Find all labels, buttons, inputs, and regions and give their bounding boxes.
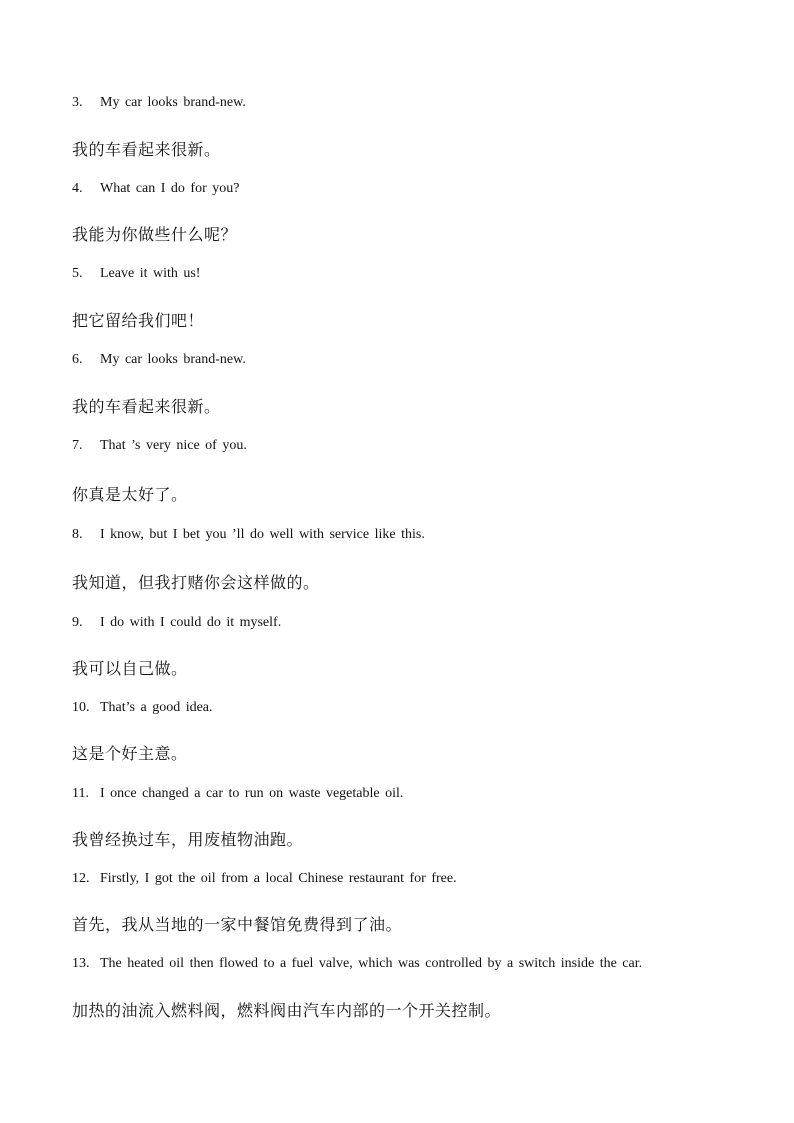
translation-zh: 我知道，但我打赌你会这样做的。 — [72, 573, 320, 592]
sentence-number: 8. — [72, 527, 83, 542]
sentence-text: Firstly, I got the oil from a local Chinese restaurant for free. — [100, 871, 457, 886]
translation-zh: 我能为你做些什么呢？ — [72, 225, 238, 244]
sentence-en — [72, 871, 457, 887]
translation-zh: 这是个好主意。 — [72, 744, 188, 763]
sentence-text: My car looks brand-new. — [100, 95, 246, 110]
sentence-text: That ’s very nice of you. — [100, 438, 247, 453]
sentence-number: 10. — [72, 700, 90, 715]
sentence-text: I do with I could do it myself. — [100, 615, 282, 630]
sentence-en — [72, 95, 246, 111]
sentence-text: What can I do for you? — [100, 181, 240, 196]
translation-zh: 你真是太好了。 — [72, 485, 188, 504]
sentence-en — [72, 181, 239, 197]
sentence-text: I once changed a car to run on waste vegetable oil. — [100, 786, 404, 801]
sentence-number: 11. — [72, 786, 89, 801]
sentence-en — [72, 786, 403, 802]
sentence-number: 3. — [72, 95, 83, 110]
translation-zh: 我曾经换过车，用废植物油跑。 — [72, 830, 304, 849]
translation-zh: 我的车看起来很新。 — [72, 397, 221, 416]
sentence-text: The heated oil then flowed to a fuel valve, which was controlled by a switch inside the car. — [100, 956, 643, 971]
sentence-text: I know, but I bet you ’ll do well with service like this. — [100, 527, 425, 542]
sentence-en — [72, 438, 247, 454]
translation-zh: 加热的油流入燃料阀，燃料阀由汽车内部的一个开关控制。 — [72, 1001, 502, 1020]
translation-zh: 把它留给我们吧！ — [72, 311, 205, 330]
sentence-number: 13. — [72, 956, 90, 971]
translation-zh: 首先，我从当地的一家中餐馆免费得到了油。 — [72, 915, 403, 934]
sentence-number: 7. — [72, 438, 83, 453]
sentence-text: My car looks brand-new. — [100, 352, 246, 367]
sentence-number: 6. — [72, 352, 83, 367]
sentence-text: That’s a good idea. — [100, 700, 213, 715]
sentence-text: Leave it with us! — [100, 266, 201, 281]
sentence-en — [72, 956, 642, 972]
sentence-number: 12. — [72, 871, 90, 886]
sentence-en — [72, 352, 246, 368]
sentence-en — [72, 527, 425, 543]
sentence-en — [72, 615, 281, 631]
translation-zh: 我可以自己做。 — [72, 659, 188, 678]
sentence-en — [72, 700, 213, 716]
sentence-number: 9. — [72, 615, 83, 630]
sentence-en — [72, 266, 200, 282]
sentence-number: 4. — [72, 181, 83, 196]
sentence-number: 5. — [72, 266, 83, 281]
translation-zh: 我的车看起来很新。 — [72, 140, 221, 159]
